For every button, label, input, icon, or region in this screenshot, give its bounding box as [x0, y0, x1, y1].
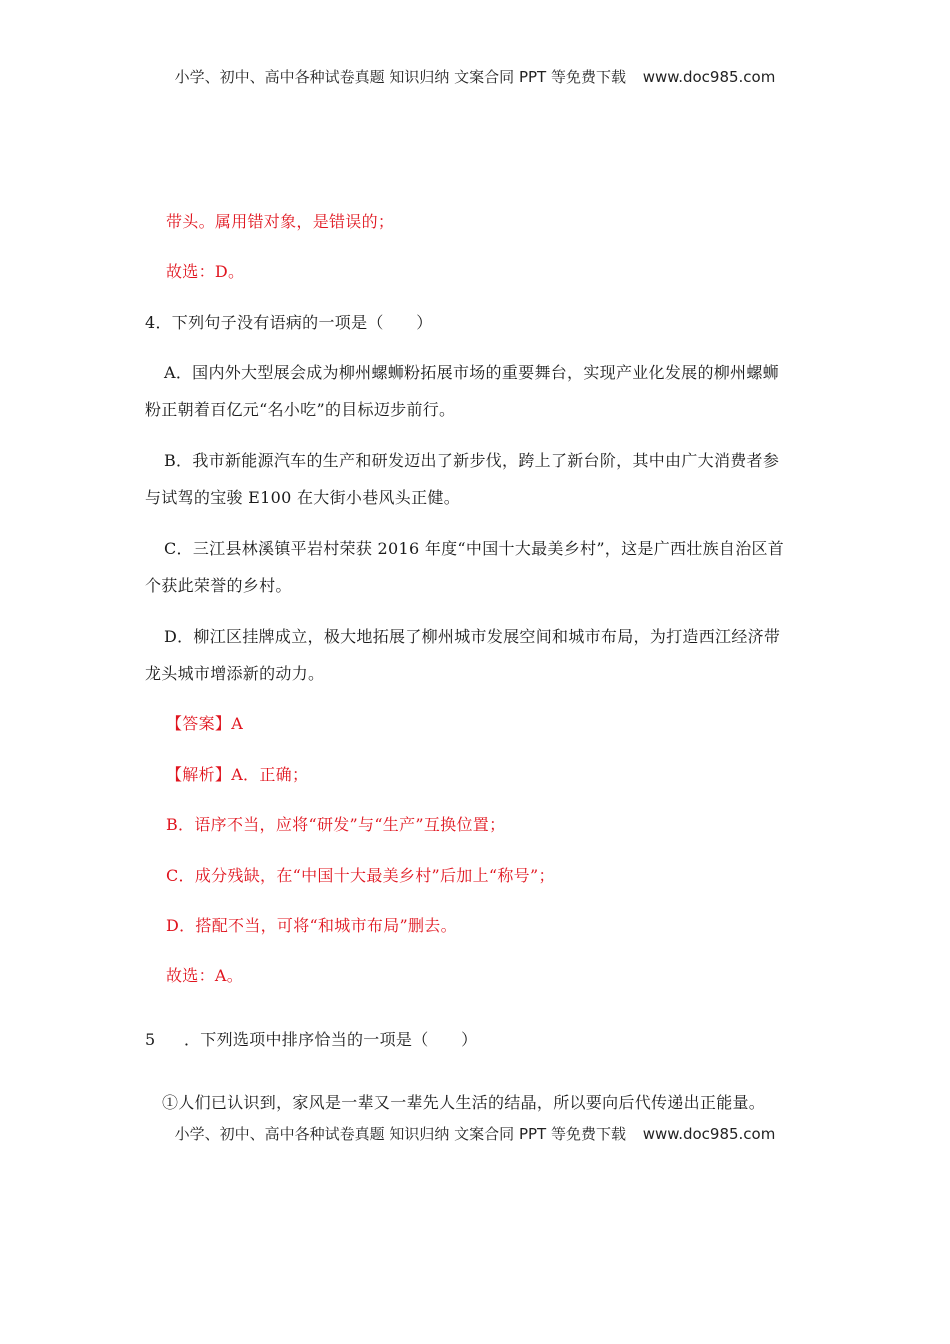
analysis-d: D．搭配不当，可将“和城市布局”删去。: [166, 916, 457, 935]
option-d-line-1: D．柳江区挂牌成立，极大地拓展了柳州城市发展空间和城市布局，为打造西江经济带: [164, 627, 781, 646]
question-4-stem: 4．下列句子没有语病的一项是（ ）: [145, 313, 433, 332]
option-c-line-2: 个获此荣誉的乡村。: [145, 576, 292, 595]
header-url[interactable]: www.doc985.com: [642, 68, 776, 86]
option-a-line-1: A．国内外大型展会成为柳州螺蛳粉拓展市场的重要舞台，实现产业化发展的柳州螺蛳: [164, 363, 779, 382]
analysis-choice: 故选：A。: [166, 966, 244, 985]
header-text: 小学、初中、高中各种试卷真题 知识归纳 文案合同 PPT 等免费下载: [174, 68, 626, 86]
prev-answer-continuation: 带头。属用错对象，是错误的；: [166, 212, 395, 231]
option-d-line-2: 龙头城市增添新的动力。: [145, 664, 325, 683]
question-5-stem: ．下列选项中排序恰当的一项是（ ）: [184, 1030, 478, 1049]
option-a-line-2: 粉正朝着百亿元“名小吃”的目标迈步前行。: [145, 400, 456, 419]
prev-answer-choice: 故选：D。: [166, 262, 245, 281]
analysis-c: C．成分残缺，在“中国十大最美乡村”后加上“称号”；: [166, 866, 555, 885]
page-footer-banner: [0, 1123, 950, 1144]
option-b-line-2: 与试驾的宝骏 E100 在大街小巷风头正健。: [145, 488, 460, 507]
footer-text: 小学、初中、高中各种试卷真题 知识归纳 文案合同 PPT 等免费下载: [174, 1125, 626, 1143]
question-5-number: 5: [145, 1030, 156, 1049]
page-header-banner: [0, 66, 950, 87]
analysis-b: B．语序不当，应将“研发”与“生产”互换位置；: [166, 815, 506, 834]
footer-url[interactable]: www.doc985.com: [642, 1125, 776, 1143]
option-b-line-1: B．我市新能源汽车的生产和研发迈出了新步伐，跨上了新台阶，其中由广大消费者参: [164, 451, 780, 470]
answer-label: 【答案】A: [166, 714, 244, 733]
question-5-item-1: ①人们已认识到，家风是一辈又一辈先人生活的结晶，所以要向后代传递出正能量。: [162, 1093, 766, 1112]
option-c-line-1: C．三江县林溪镇平岩村荣获 2016 年度“中国十大最美乡村”，这是广西壮族自治区首: [164, 539, 785, 558]
analysis-a: 【解析】A．正确；: [166, 765, 309, 784]
